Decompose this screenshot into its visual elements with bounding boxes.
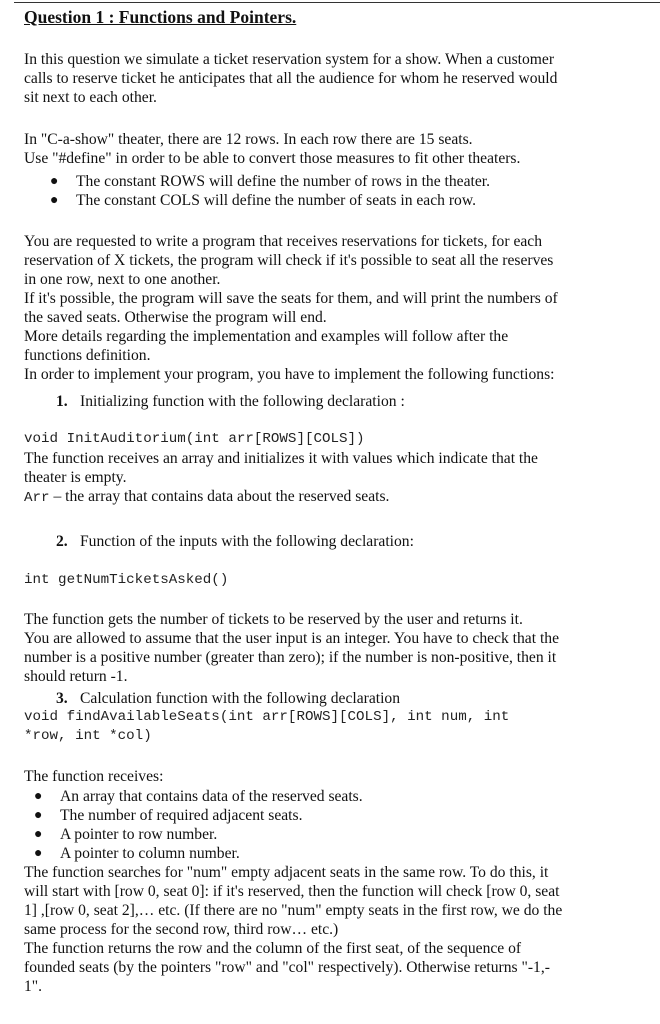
function-2-code xyxy=(24,571,634,590)
list-item: ● The constant COLS will define the number of seats in each row. xyxy=(50,192,476,209)
item-number: 3. xyxy=(56,690,68,707)
text-line: 1] ,[row 0, seat 2],… etc. (If there are no "num" empty seats in the first row, we do the xyxy=(24,902,563,919)
defines-list xyxy=(24,172,634,210)
bullet-icon: ● xyxy=(34,827,43,842)
text-line: The function receives: xyxy=(24,768,164,785)
text-line: You are requested to write a program that receives reservations for tickets, for each xyxy=(24,233,543,250)
text-line: in one row, next to one another. xyxy=(24,271,221,288)
text-line: calls to reserve ticket he anticipates that all the audience for whom he reserved would xyxy=(24,70,558,87)
task-paragraph xyxy=(24,232,634,384)
list-item: ● A pointer to column number. xyxy=(34,845,240,862)
param-code: Arr xyxy=(24,490,50,506)
text-line: the saved seats. Otherwise the program will end. xyxy=(24,309,327,326)
text-line: sit next to each other. xyxy=(24,89,157,106)
text-line: In order to implement your program, you have to implement the following functions: xyxy=(24,366,555,383)
text-line: The function receives an array and initializes it with values which indicate that the xyxy=(24,450,538,467)
text-line: The function searches for "num" empty adjacent seats in the same row. To do this, it xyxy=(24,864,549,881)
function-1-body xyxy=(24,430,634,506)
function-2-description xyxy=(24,610,634,686)
function-3-receives xyxy=(24,767,634,786)
text-line: will start with [row 0, seat 0]: if it's reserved, then the function will check [row 0, seat xyxy=(24,883,560,900)
text-line: In this question we simulate a ticket reservation system for a show. When a customer xyxy=(24,51,555,68)
code-declaration-line: void findAvailableSeats(int arr[ROWS][COLS], int num, int xyxy=(24,709,510,725)
text-line: functions definition. xyxy=(24,347,151,364)
question-title: Question 1 : Functions and Pointers. xyxy=(24,7,297,27)
intro-paragraph xyxy=(24,50,634,107)
function-2-heading xyxy=(24,532,634,551)
text-line: founded seats (by the pointers "row" and "col" respectively). Otherwise returns "-1,- xyxy=(24,959,550,976)
bullet-icon: ● xyxy=(34,808,43,823)
item-number: 1. xyxy=(56,393,68,410)
text-line: In "C-a-show" theater, there are 12 rows. In each row there are 15 seats. xyxy=(24,131,473,148)
text-line: The function gets the number of tickets to be reserved by the user and returns it. xyxy=(24,611,523,628)
item-heading: Function of the inputs with the following declaration: xyxy=(80,533,414,550)
top-rule xyxy=(14,2,660,3)
text-line: The function returns the row and the column of the first seat, of the sequence of xyxy=(24,940,522,957)
function-1-heading xyxy=(24,392,634,411)
text-line: If it's possible, the program will save the seats for them, and will print the numbers of xyxy=(24,290,558,307)
code-declaration-line: *row, int *col) xyxy=(24,728,152,744)
text-line: same process for the second row, third row… etc.) xyxy=(24,921,339,938)
function-3-bullets xyxy=(24,787,634,863)
param-line xyxy=(24,487,634,506)
function-3-code xyxy=(24,708,634,746)
list-item: ● A pointer to row number. xyxy=(34,826,218,843)
text-line: reservation of X tickets, the program will check if it's possible to seat all the reserves xyxy=(24,252,554,269)
code-declaration: int getNumTicketsAsked() xyxy=(24,572,229,588)
list-item: ● An array that contains data of the reserved seats. xyxy=(34,788,363,805)
text-line: theater is empty. xyxy=(24,469,127,486)
text-line: number is a positive number (greater than zero); if the number is non-positive, then it xyxy=(24,649,557,666)
code-declaration: void InitAuditorium(int arr[ROWS][COLS]) xyxy=(24,431,365,447)
text-line: You are allowed to assume that the user input is an integer. You have to check that the xyxy=(24,630,559,647)
list-item: ● The number of required adjacent seats. xyxy=(34,807,303,824)
text-line: 1". xyxy=(24,978,43,995)
bullet-icon: ● xyxy=(34,846,43,861)
list-item: ● The constant ROWS will define the number of rows in the theater. xyxy=(50,173,490,190)
function-3-description xyxy=(24,863,634,996)
text-line: should return -1. xyxy=(24,668,128,685)
text-line: More details regarding the implementation and examples will follow after the xyxy=(24,328,509,345)
theater-paragraph xyxy=(24,130,634,168)
function-3-heading xyxy=(24,689,634,708)
bullet-icon: ● xyxy=(34,789,43,804)
bullet-icon: ● xyxy=(50,193,59,208)
param-text: – the array that contains data about the reserved seats. xyxy=(49,488,390,505)
item-number: 2. xyxy=(56,533,68,550)
text-line: Use "#define" in order to be able to convert those measures to fit other theaters. xyxy=(24,150,521,167)
item-heading: Calculation function with the following declaration xyxy=(80,690,401,707)
item-heading: Initializing function with the following declaration : xyxy=(80,393,405,410)
bullet-icon: ● xyxy=(50,174,59,189)
